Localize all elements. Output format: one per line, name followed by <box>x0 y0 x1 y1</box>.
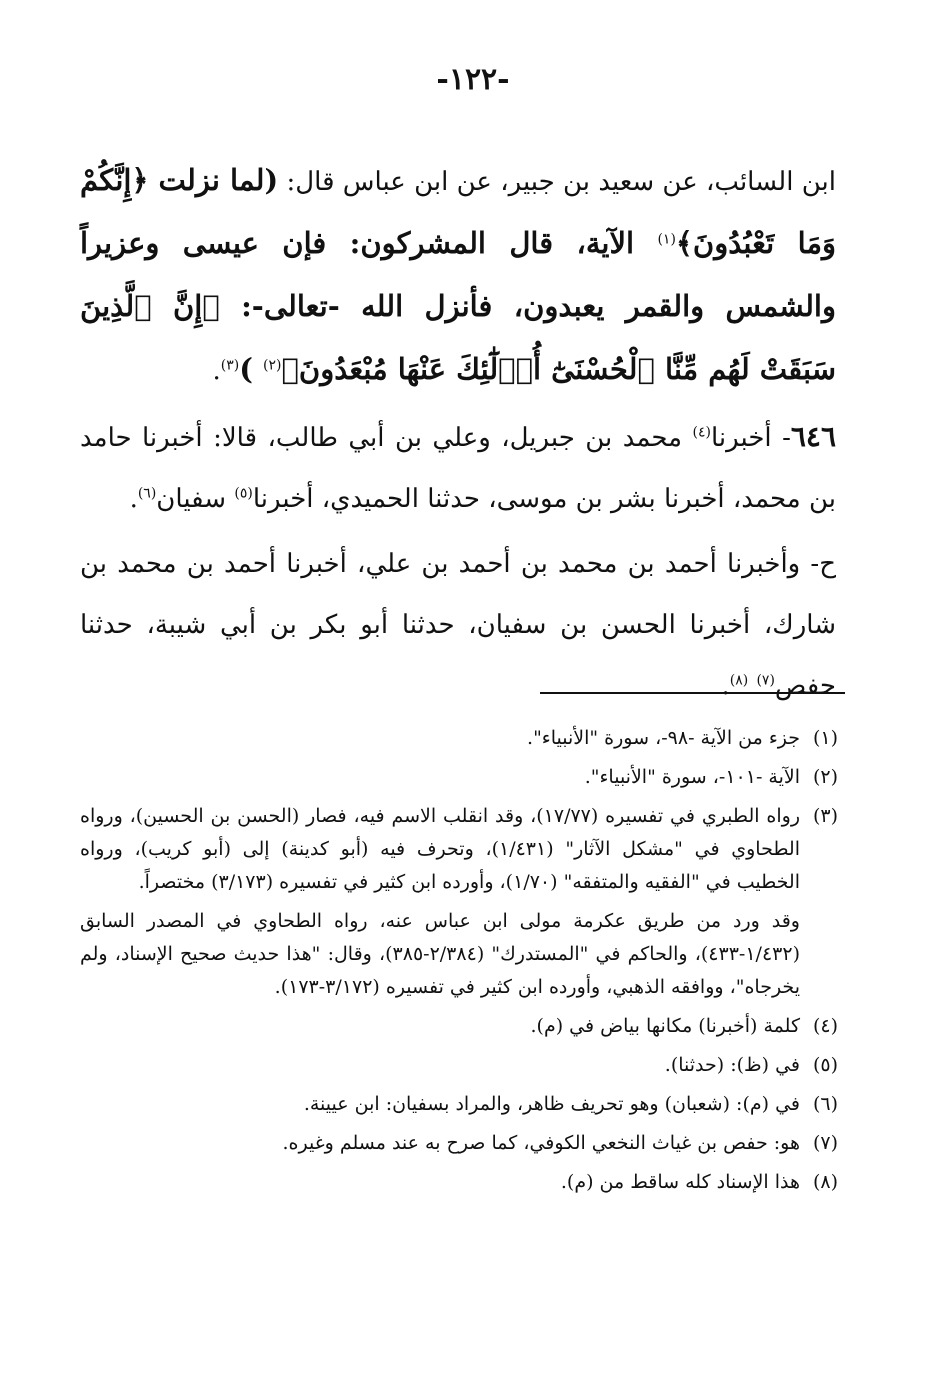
footnote-2 <box>80 761 838 794</box>
footnote-number: (٨) <box>812 1171 838 1193</box>
footnote-text: رواه الطبري في تفسيره (١٧/٧٧)، وقد انقلب الاسم فيه، فصار (الحسن بن الحسين)، ورواه الطحاوي في "مشكل الآثار" (١/٤٣١)، وتحرف فيه (أبو كدينة) إلى (أبو كريب)، ورواه الخطيب في "الفقيه والمتفقه" (١/٧٠)، وأورده ابن كثير في تفسيره (٣/١٧٣) مختصراً. <box>80 805 800 893</box>
footnote-text: كلمة (أخبرنا) مكانها بياض في (م). <box>530 1015 800 1037</box>
quran-verse-1: ﴿إِنَّكُمْ وَمَا تَعْبُدُونَ﴾ <box>80 163 836 260</box>
footnote-3-continuation: وقد ورد من طريق عكرمة مولى ابن عباس عنه، رواه الطحاوي في المصدر السابق (١/٤٣٢-٤٣٣)، والحاكم في "المستدرك" (٢/٣٨٤-٣٨٥)، وقال: "هذا حديث صحيح الإسناد، ولم يخرجاه"، ووافقه الذهبي، وأورده ابن كثير في تفسيره (٣/١٧٢-١٧٣). <box>80 910 800 998</box>
hadith-number: ٦٤٦ <box>790 420 836 453</box>
footnote-text: في (ظ): (حدثنا). <box>664 1054 800 1076</box>
paragraph-3 <box>80 534 836 717</box>
text-span: . <box>721 671 730 701</box>
text-span: ابن السائب، عن سعيد بن جبير، عن ابن عباس قال: <box>278 167 836 197</box>
bold-text: ) <box>239 352 264 386</box>
footnote-text: في (م): (شعبان) وهو تحريف ظاهر، والمراد بسفيان: ابن عيينة. <box>303 1093 800 1115</box>
footnote-number: (٧) <box>812 1132 838 1154</box>
footnote-5 <box>80 1049 838 1082</box>
footnote-ref-8: (٨) <box>729 672 749 689</box>
footnote-ref-3: (٣) <box>220 357 240 374</box>
text-span: ح- وأخبرنا أحمد بن محمد بن أحمد بن علي، أخبرنا أحمد بن محمد بن شارك، أخبرنا الحسن بن سفيان، حدثنا أبو بكر بن أبي شيبة، حدثنا حفص <box>80 549 836 701</box>
footnote-divider <box>540 692 845 694</box>
quran-verse-2: ﴿إِنَّ ٱلَّذِينَ سَبَقَتْ لَهُم مِّنَّا ٱلْحُسْنَىٰٓ أُو۟لَٰٓئِكَ عَنْهَا مُبْعَدُونَ﴾ <box>80 289 836 386</box>
footnotes <box>80 722 838 1205</box>
footnote-ref-5: (٥) <box>234 485 253 502</box>
paragraph-1 <box>80 150 836 402</box>
footnote-ref-2: (٢) <box>263 357 282 374</box>
text-span: . <box>129 484 138 514</box>
paragraph-2 <box>80 406 836 530</box>
footnote-number: (٢) <box>812 766 838 788</box>
bold-text: (لما نزلت <box>148 163 279 197</box>
footnote-ref-6: (٦) <box>137 485 157 502</box>
footnote-text: هذا الإسناد كله ساقط من (م). <box>560 1171 800 1193</box>
page-number: -١٢٢- <box>436 62 510 97</box>
bold-text: الآية، قال المشركون: فإن عيسى وعزيراً والشمس والقمر يعبدون، فأنزل الله -تعالى-: <box>80 226 836 323</box>
footnote-number: (٦) <box>812 1093 838 1115</box>
footnote-text: جزء من الآية -٩٨-، سورة "الأنبياء". <box>527 727 800 749</box>
footnote-4 <box>80 1010 838 1043</box>
main-text <box>80 150 836 717</box>
footnote-ref-4: (٤) <box>692 424 711 441</box>
footnote-3 <box>80 800 838 899</box>
footnote-text: الآية -١٠١-، سورة "الأنبياء". <box>584 766 800 788</box>
footnote-number: (١) <box>812 727 838 749</box>
text-span: - أخبرنا <box>711 423 791 453</box>
footnote-number: (٥) <box>812 1054 838 1076</box>
footnote-number: (٣) <box>812 805 838 827</box>
text-span: . <box>212 356 221 386</box>
text-span: محمد بن جبريل، وعلي بن أبي طالب، قالا: أخبرنا حامد بن محمد، أخبرنا بشر بن موسى، حدثنا الحميدي، أخبرنا <box>80 423 836 514</box>
text-span: سفيان <box>156 484 235 514</box>
footnote-1 <box>80 722 838 755</box>
footnote-7 <box>80 1127 838 1160</box>
footnote-8 <box>80 1166 838 1199</box>
footnote-ref-1: (١) <box>657 231 676 248</box>
footnote-number: (٤) <box>812 1015 838 1037</box>
footnote-text: هو: حفص بن غياث النخعي الكوفي، كما صرح به عند مسلم وغيره. <box>282 1132 800 1154</box>
footnote-ref-7: (٧) <box>756 672 775 689</box>
footnote-6 <box>80 1088 838 1121</box>
